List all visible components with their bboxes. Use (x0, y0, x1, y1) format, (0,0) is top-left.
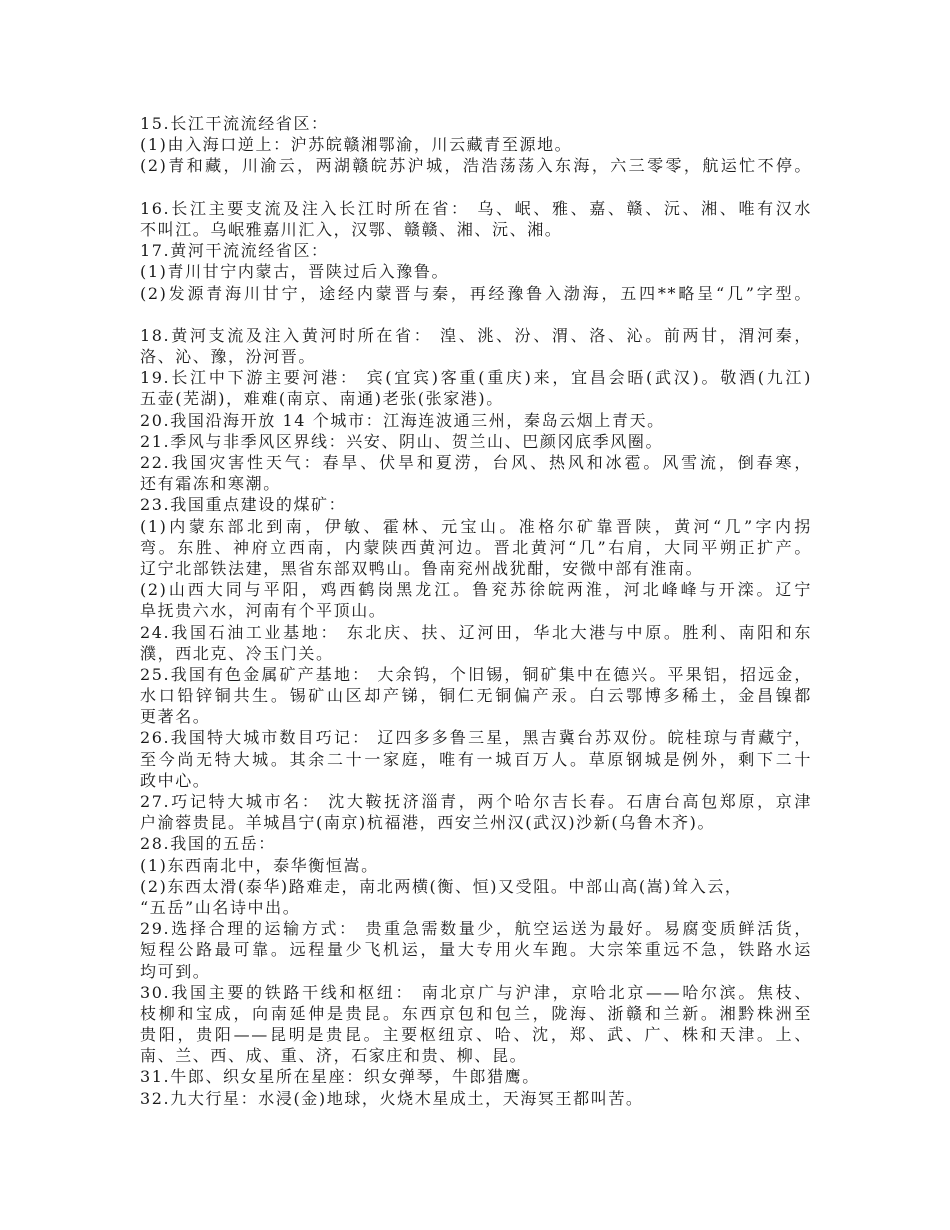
item-title-line: 23.我国重点建设的煤矿： (140, 495, 347, 515)
item-title-line: 15.长江干流流经省区： (140, 114, 329, 133)
item-23 (140, 494, 812, 621)
item-title-line: 20.我国沿海开放 14 个城市：江海连波通三州，秦岛云烟上青天。 (140, 410, 665, 430)
item-title-line: 31.牛郎、织女星所在星座：织女弹琴，牛郎猎鹰。 (140, 1067, 540, 1087)
text-line: 枝柳和宝成，向南延伸是贵昆。东西京包和包兰，陇海、浙赣和兰新。湘黔株洲至 (140, 1003, 812, 1023)
text-line: 洛、沁、豫，汾河晋。 (140, 347, 317, 367)
blank-line (140, 177, 812, 198)
item-24 (140, 622, 812, 664)
item-16 (140, 198, 812, 240)
text-line: 更著名。 (140, 707, 211, 727)
item-30 (140, 982, 812, 1067)
item-27 (140, 791, 812, 833)
text-line: 户渝蓉贵昆。羊城昌宁(南京)杭福港，西安兰州汉(武汉)沙新(乌鲁木齐)。 (140, 813, 716, 833)
text-line: 至今尚无特大城。其余二十一家庭，唯有一城百万人。草原钢城是例外，剩下二十 (140, 749, 812, 769)
blank-line (140, 304, 812, 325)
item-title-line: 25.我国有色金属矿产基地： 大余钨，个旧锡，铜矿集中在德兴。平果铝，招远金， (140, 664, 812, 684)
text-line: 五壶(芜湖)，难难(南京、南通)老张(张家港)。 (140, 389, 504, 409)
item-title-line: 18.黄河支流及注入黄河时所在省： 湟、洮、汾、渭、洛、沁。前两甘，渭河秦， (140, 325, 812, 345)
item-20 (140, 410, 812, 431)
item-18 (140, 325, 812, 367)
text-line: (2)东西太滑(泰华)路难走，南北两横(衡、恒)又受阻。中部山高(嵩)耸入云， (140, 876, 743, 896)
item-25 (140, 664, 812, 728)
item-title-line: 28.我国的五岳： (140, 834, 276, 854)
text-line: 阜抚贵六水，河南有个平顶山。 (140, 601, 387, 621)
item-15 (140, 113, 812, 177)
item-title-line: 19.长江中下游主要河港： 宾(宜宾)客重(重庆)来，宜昌会晤(武汉)。敬酒(九江) (140, 368, 812, 388)
item-title-line: 30.我国主要的铁路干线和枢纽： 南北京广与沪津，京哈北京——哈尔滨。焦枝、 (140, 982, 812, 1002)
text-line: 弯。东胜、神府立西南，内蒙陕西黄河边。晋北黄河“几”右肩，大同平朔正扩产。 (140, 537, 812, 557)
item-title-line: 29.选择合理的运输方式： 贵重急需数量少，航空运送为最好。易腐变质鲜活货， (140, 919, 812, 939)
text-line: (2)青和藏，川渝云，两湖赣皖苏沪城，浩浩荡荡入东海，六三零零，航运忙不停。 (140, 156, 812, 176)
text-line: 濮，西北克、冷玉门关。 (140, 643, 334, 663)
text-line: (1)由入海口逆上：沪苏皖赣湘鄂渝，川云藏青至源地。 (140, 135, 573, 155)
item-title-line: 26.我国特大城市数目巧记： 辽四多多鲁三星，黑吉冀台苏双份。皖桂琼与青藏宁， (140, 728, 812, 748)
item-title-line: 17.黄河干流流经省区： (140, 241, 329, 261)
item-28 (140, 833, 812, 918)
text-line: (2)发源青海川甘宁，途经内蒙晋与秦，再经豫鲁入渤海，五四**略呈“几”字型。 (140, 283, 812, 303)
text-line: (1)东西南北中，泰华衡恒嵩。 (140, 855, 379, 875)
text-line: “五岳”山名诗中出。 (140, 897, 301, 917)
text-line: 短程公路最可靠。远程量少飞机运，量大专用火车跑。大宗笨重远不急，铁路水运 (140, 940, 812, 960)
item-title-line: 16.长江主要支流及注入长江时所在省： 乌、岷、雅、嘉、赣、沅、湘、唯有汉水 (140, 198, 812, 218)
document-body (140, 113, 812, 1109)
text-line: (2)山西大同与平阳，鸡西鹤岗黑龙江。鲁兖苏徐皖两淮，河北峰峰与开滦。辽宁 (140, 580, 812, 600)
item-29 (140, 918, 812, 982)
item-31 (140, 1066, 812, 1087)
text-line: 还有霜冻和寒潮。 (140, 474, 281, 494)
item-22 (140, 452, 812, 494)
item-19 (140, 367, 812, 409)
text-line: 不叫江。乌岷雅嘉川汇入，汉鄂、赣赣、湘、沅、湘。 (140, 219, 563, 239)
item-title-line: 27.巧记特大城市名： 沈大鞍抚济淄青，两个哈尔吉长春。石唐台高包郑原，京津 (140, 792, 812, 811)
item-title-line: 21.季风与非季风区界线：兴安、阴山、贺兰山、巴颜冈底季风圈。 (140, 431, 664, 451)
item-21 (140, 431, 812, 452)
text-line: 辽宁北部铁法建，黑省东部双鸭山。鲁南兖州战犹酣，安微中部有淮南。 (140, 558, 704, 578)
text-line: (1)青川甘宁内蒙古，晋陕过后入豫鲁。 (140, 262, 450, 282)
item-32 (140, 1088, 812, 1109)
text-line: 均可到。 (140, 961, 211, 981)
item-title-line: 22.我国灾害性天气：春旱、伏旱和夏涝，台风、热风和冰雹。风雪流，倒春寒， (140, 453, 812, 472)
text-line: 南、兰、西、成、重、济，石家庄和贵、柳、昆。 (140, 1046, 528, 1066)
item-title-line: 24.我国石油工业基地： 东北庆、扶、辽河田，华北大港与中原。胜利、南阳和东 (140, 622, 812, 642)
text-line: 政中心。 (140, 770, 211, 790)
item-17 (140, 240, 812, 304)
text-line: (1)内蒙东部北到南，伊敏、霍林、元宝山。准格尔矿靠晋陕，黄河“几”字内拐 (140, 516, 812, 536)
item-26 (140, 727, 812, 791)
text-line: 贵阳，贵阳——昆明是贵昆。主要枢纽京、哈、沈，郑、武、广、株和天津。上、 (140, 1025, 812, 1045)
item-title-line: 32.九大行星：水浸(金)地球，火烧木星成土，天海冥王都叫苦。 (140, 1088, 644, 1108)
text-line: 水口铅锌铜共生。锡矿山区却产锑，铜仁无铜偏产汞。白云鄂博多稀土，金昌镍都 (140, 686, 812, 706)
